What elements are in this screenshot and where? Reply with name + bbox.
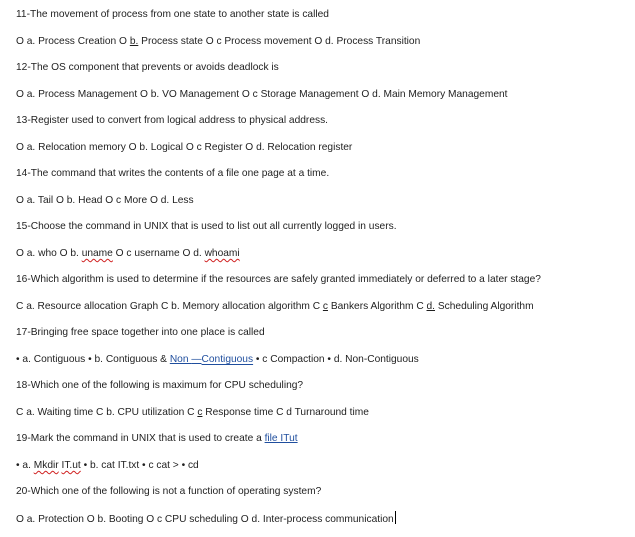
option-text: O a. who O b.: [16, 248, 82, 259]
options-11: [16, 35, 420, 48]
linked-text-contiguous[interactable]: Contiguous: [201, 354, 254, 365]
option-text: • a. Contiguous • b. Contiguous &: [16, 354, 170, 365]
text-cursor: [395, 511, 396, 524]
question-17: 17-Bringing free space together into one place is called: [16, 327, 265, 338]
linked-dash[interactable]: —: [191, 354, 202, 365]
spellcheck-word-whoami[interactable]: whoami: [204, 248, 240, 259]
option-text: Process state O c Process movement O d. Process Transition: [138, 36, 421, 47]
question-20: 20-Which one of the following is not a function of operating system?: [16, 486, 322, 497]
spellcheck-word-mkdir[interactable]: Mkdir: [33, 460, 59, 471]
option-text: • b. cat IT.txt • c cat > • cd: [80, 460, 199, 471]
options-13: O a. Relocation memory O b. Logical O c Register O d. Relocation register: [16, 142, 353, 153]
question-16: 16-Which algorithm is used to determine if the resources are safely granted immediately or deferred to a later stage?: [16, 274, 541, 285]
question-13: 13-Register used to convert from logical address to physical address.: [16, 115, 329, 126]
option-b-letter: b.: [129, 36, 139, 47]
option-text: O a. Process Creation O: [16, 36, 130, 47]
options-14: O a. Tail O b. Head O c More O d. Less: [16, 195, 194, 206]
options-19: [16, 459, 199, 472]
option-c-letter: c: [197, 407, 203, 418]
options-20: [16, 511, 396, 524]
question-18: 18-Which one of the following is maximum for CPU scheduling?: [16, 380, 304, 391]
question-12: 12-The OS component that prevents or avoids deadlock is: [16, 62, 279, 73]
option-text: O a. Protection O b. Booting O c CPU scheduling O d. Inter-process communication: [16, 514, 394, 525]
option-d-letter: d.: [426, 301, 436, 312]
option-text: Scheduling Algorithm: [435, 301, 534, 312]
question-11: 11-The movement of process from one state to another state is called: [16, 9, 329, 20]
option-text: Response time C d Turnaround time: [202, 407, 369, 418]
option-text: C a. Waiting time C b. CPU utilization C: [16, 407, 198, 418]
options-16: [16, 300, 534, 313]
question-19: [16, 432, 298, 445]
linked-text-non[interactable]: Non: [169, 354, 192, 365]
linked-text-file[interactable]: file ITut: [264, 433, 298, 444]
option-c-letter: c: [322, 301, 328, 312]
option-text: Bankers Algorithm C: [327, 301, 427, 312]
options-18: [16, 406, 369, 419]
option-text: • c Compaction • d. Non-Contiguous: [253, 354, 419, 365]
spellcheck-word-itut[interactable]: IT.ut: [61, 460, 81, 471]
spellcheck-word-uname[interactable]: uname: [81, 248, 113, 259]
question-15: 15-Choose the command in UNIX that is used to list out all currently logged in users.: [16, 221, 397, 232]
options-17: [16, 353, 419, 366]
option-text: O c username O d.: [112, 248, 205, 259]
option-text: • a.: [16, 460, 34, 471]
question-text: 19-Mark the command in UNIX that is used to create a: [16, 433, 265, 444]
options-12: O a. Process Management O b. VO Management O c Storage Management O d. Main Memory Management: [16, 89, 508, 100]
question-14: 14-The command that writes the contents of a file one page at a time.: [16, 168, 330, 179]
options-15: [16, 247, 240, 260]
option-text: C a. Resource allocation Graph C b. Memory allocation algorithm C: [16, 301, 323, 312]
